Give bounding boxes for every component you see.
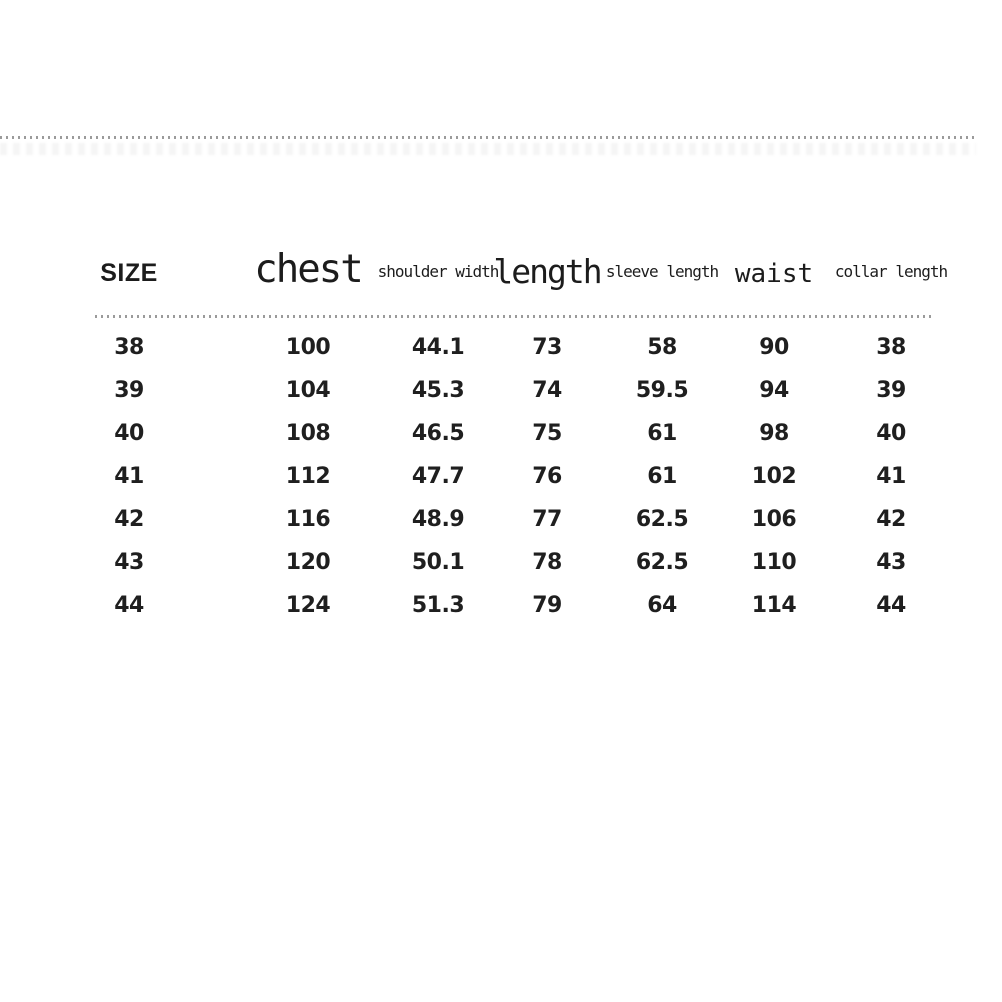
table-cell: 42 [114, 507, 144, 532]
table-cell: 41 [876, 464, 906, 489]
table-cell: 75 [532, 421, 562, 446]
table-cell: 100 [285, 335, 331, 360]
table-cell: 39 [114, 378, 144, 403]
table-body [0, 326, 1002, 627]
table-cell: 46.5 [411, 421, 465, 446]
table-cell: 38 [114, 335, 144, 360]
col-header-size: SIZE [100, 259, 158, 287]
table-cell: 50.1 [411, 550, 465, 575]
table-cell: 43 [114, 550, 144, 575]
table-cell: 39 [876, 378, 906, 403]
table-cell: 79 [532, 593, 562, 618]
col-header-length: length [493, 252, 601, 291]
table-cell: 62.5 [635, 550, 689, 575]
table-cell: 44 [876, 593, 906, 618]
table-cell: 51.3 [411, 593, 465, 618]
header-divider [95, 315, 931, 318]
table-cell: 94 [759, 378, 789, 403]
table-row [0, 541, 1002, 584]
table-row [0, 326, 1002, 369]
table-cell: 102 [751, 464, 797, 489]
table-cell: 98 [759, 421, 789, 446]
table-cell: 112 [285, 464, 331, 489]
table-cell: 104 [285, 378, 331, 403]
table-row [0, 584, 1002, 627]
col-header-shoulder-width: shoulder width [377, 262, 499, 281]
table-cell: 40 [876, 421, 906, 446]
ghost-artifact [0, 143, 976, 155]
table-cell: 40 [114, 421, 144, 446]
table-cell: 64 [647, 593, 677, 618]
table-cell: 61 [647, 464, 677, 489]
table-cell: 77 [532, 507, 562, 532]
table-cell: 116 [285, 507, 331, 532]
table-cell: 73 [532, 335, 562, 360]
table-row [0, 369, 1002, 412]
col-header-sleeve-length: sleeve length [605, 262, 719, 281]
table-cell: 62.5 [635, 507, 689, 532]
table-cell: 44.1 [411, 335, 465, 360]
table-cell: 43 [876, 550, 906, 575]
table-cell: 58 [647, 335, 677, 360]
col-header-collar-length: collar length [834, 262, 948, 281]
table-cell: 41 [114, 464, 144, 489]
table-cell: 44 [114, 593, 144, 618]
table-cell: 114 [751, 593, 797, 618]
col-header-chest: chest [254, 247, 362, 292]
col-header-waist: waist [734, 259, 814, 289]
table-row [0, 455, 1002, 498]
table-cell: 59.5 [635, 378, 689, 403]
table-cell: 108 [285, 421, 331, 446]
table-row [0, 412, 1002, 455]
table-cell: 48.9 [411, 507, 465, 532]
table-cell: 74 [532, 378, 562, 403]
table-cell: 124 [285, 593, 331, 618]
table-cell: 61 [647, 421, 677, 446]
table-cell: 45.3 [411, 378, 465, 403]
table-cell: 76 [532, 464, 562, 489]
top-divider [0, 136, 976, 139]
table-cell: 90 [759, 335, 789, 360]
table-cell: 120 [285, 550, 331, 575]
table-cell: 42 [876, 507, 906, 532]
table-row [0, 498, 1002, 541]
table-cell: 38 [876, 335, 906, 360]
table-cell: 106 [751, 507, 797, 532]
table-cell: 110 [751, 550, 797, 575]
table-cell: 47.7 [411, 464, 465, 489]
table-cell: 78 [532, 550, 562, 575]
